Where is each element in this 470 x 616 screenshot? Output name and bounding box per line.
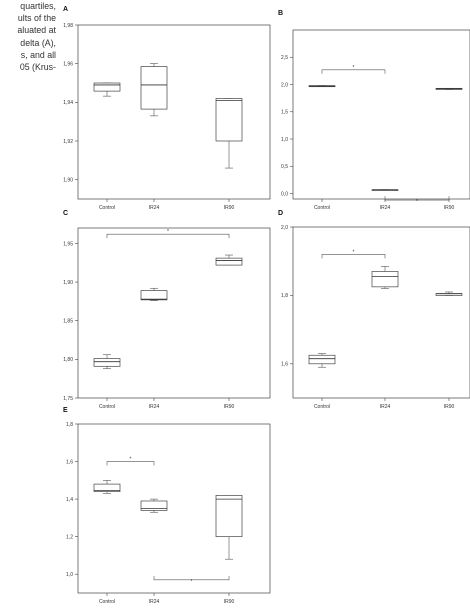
iqr-box: [141, 501, 167, 510]
box-ir24: [372, 190, 398, 191]
y-tick-label: 1,8: [66, 421, 73, 428]
iqr-box: [141, 291, 167, 300]
y-tick-label: 1,90: [63, 177, 73, 184]
y-tick-label: 0,5: [281, 164, 288, 171]
y-tick-label: 2,0: [281, 224, 288, 231]
iqr-box: [141, 67, 167, 110]
y-tick-label: 1,80: [63, 357, 73, 364]
y-tick-label: 1,4: [66, 496, 73, 503]
iqr-box: [216, 258, 242, 265]
x-tick-label: IR24: [379, 205, 391, 211]
y-tick-label: 1,92: [63, 138, 73, 145]
panel-e: [63, 407, 270, 605]
significance-star: *: [352, 249, 355, 256]
panel-a: [63, 6, 270, 211]
x-tick-label: IR24: [148, 404, 160, 410]
x-tick-label: IR90: [443, 404, 455, 410]
box-ir90: [436, 88, 462, 89]
y-tick-label: 1,94: [63, 100, 73, 107]
y-tick-label: 1,85: [63, 318, 73, 325]
box-ir90: [436, 292, 462, 295]
box-control: [309, 86, 335, 87]
y-tick-label: 1,98: [63, 22, 73, 29]
panel-label: A: [63, 6, 69, 13]
iqr-box: [94, 359, 120, 367]
caption-line: 05 (Krus-: [19, 62, 56, 73]
x-tick-label: Control: [98, 404, 116, 410]
y-tick-label: 1,8: [281, 293, 288, 300]
panel-label: B: [278, 10, 284, 17]
box-ir90: [216, 495, 242, 559]
y-tick-label: 2,0: [281, 82, 288, 89]
caption-line: s, and all: [20, 49, 56, 60]
significance-star: *: [190, 578, 193, 585]
y-tick-label: 1,0: [281, 136, 288, 143]
iqr-box: [216, 495, 242, 536]
y-tick-label: 1,5: [281, 109, 288, 116]
box-ir24: [141, 288, 167, 300]
panel-b: [278, 10, 470, 211]
significance-star: *: [129, 456, 132, 463]
panel-label: D: [278, 210, 284, 217]
box-control: [309, 354, 335, 368]
panel-label: C: [63, 210, 69, 217]
y-tick-label: 1,6: [281, 361, 288, 368]
y-tick-label: 2,5: [281, 55, 288, 62]
box-ir24: [141, 64, 167, 116]
x-tick-label: IR24: [148, 599, 160, 605]
plot-frame: [293, 227, 470, 398]
panel-d: [278, 210, 470, 410]
x-tick-label: Control: [313, 205, 331, 211]
y-tick-label: 1,6: [66, 459, 73, 466]
iqr-box: [309, 355, 335, 364]
x-tick-label: IR24: [148, 205, 160, 211]
box-control: [94, 83, 120, 96]
significance-star: *: [352, 64, 355, 71]
box-ir90: [216, 98, 242, 168]
box-ir90: [216, 255, 242, 265]
y-tick-label: 1,96: [63, 61, 73, 68]
box-ir24: [372, 266, 398, 288]
box-control: [94, 480, 120, 493]
x-tick-label: IR90: [223, 205, 235, 211]
x-tick-label: Control: [98, 599, 116, 605]
y-tick-label: 1,2: [66, 534, 73, 541]
y-tick-label: 1,95: [63, 241, 73, 248]
significance-star: *: [167, 229, 169, 236]
y-tick-label: 1,90: [63, 279, 73, 286]
x-tick-label: IR90: [223, 404, 235, 410]
significance-star: *: [416, 199, 418, 206]
plot-frame: [293, 30, 470, 199]
caption-line: delta (A),: [20, 37, 56, 48]
panel-c: [63, 210, 270, 410]
caption-line: quartiles,: [20, 1, 56, 11]
caption-line: ults of the: [17, 13, 56, 24]
iqr-box: [94, 83, 120, 91]
x-tick-label: IR90: [223, 599, 235, 605]
box-ir24: [141, 499, 167, 512]
iqr-box: [216, 98, 242, 141]
iqr-box: [372, 271, 398, 286]
x-tick-label: IR90: [443, 205, 455, 211]
y-tick-label: 1,75: [63, 395, 73, 402]
x-tick-label: IR24: [379, 404, 391, 410]
x-tick-label: Control: [98, 205, 116, 211]
x-tick-label: Control: [313, 404, 331, 410]
plot-frame: [78, 228, 270, 398]
caption-line: aluated at: [17, 25, 56, 36]
box-control: [94, 355, 120, 369]
y-tick-label: 1,0: [66, 572, 73, 579]
panel-label: E: [63, 407, 68, 414]
y-tick-label: 0,0: [281, 191, 288, 198]
